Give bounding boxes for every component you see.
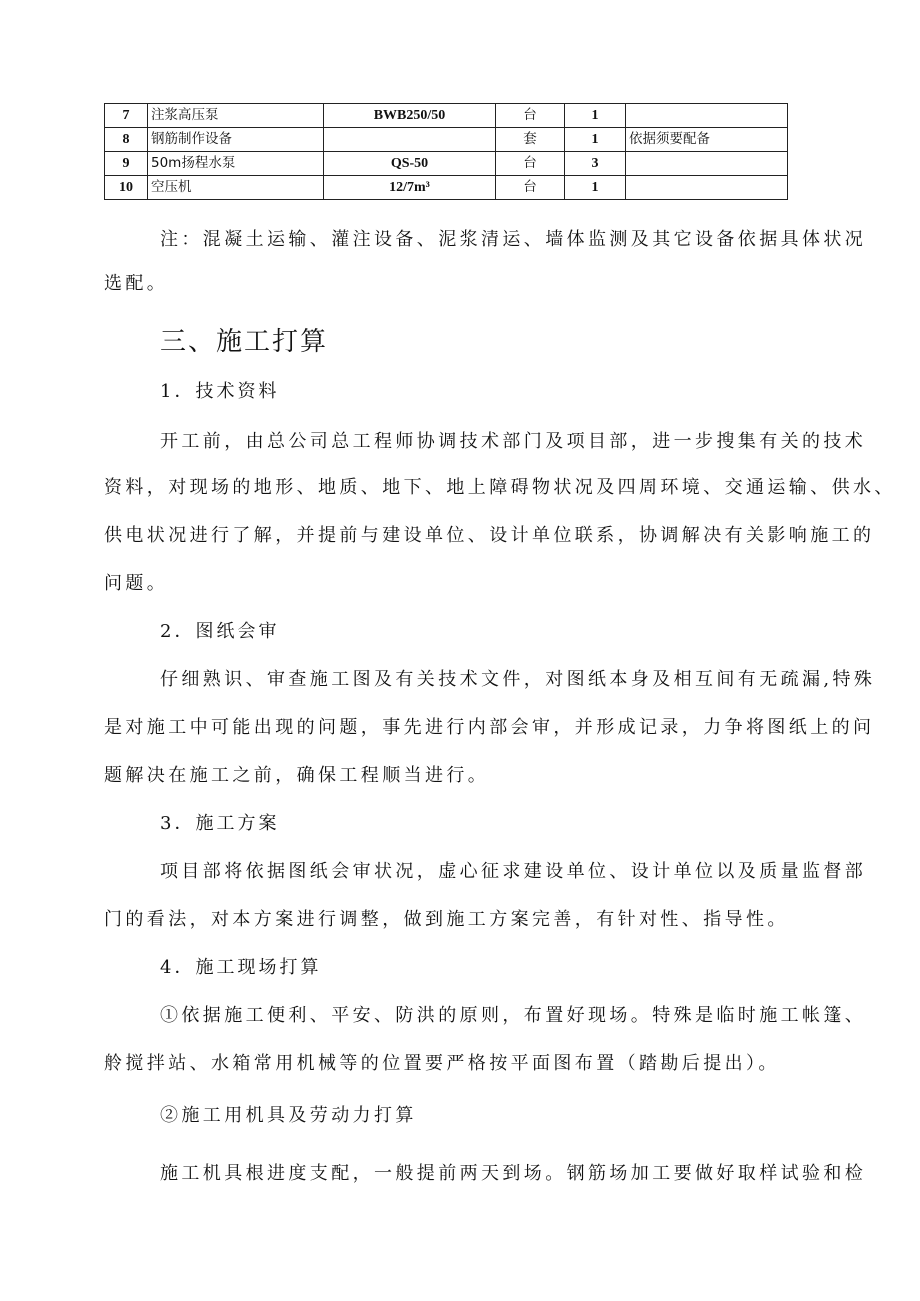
paragraph-line: 施工机具根进度支配，一般提前两天到场。钢筋场加工要做好取样试验和检 [160,1163,867,1184]
section-title: 三、施工打算 [160,327,329,357]
equipment-note: 依据须要配备 [626,128,788,152]
paragraph-line: 是对施工中可能出现的问题，事先进行内部会审，并形成记录，力争将图纸上的问 [104,717,875,738]
paragraph-line: 仔细熟识、审查施工图及有关技术文件，对图纸本身及相互间有无疏漏,特殊 [160,669,876,690]
row-number: 10 [105,176,148,200]
equipment-note [626,152,788,176]
row-number: 7 [105,104,148,128]
table-row [105,176,788,200]
paragraph-line: 问题。 [104,573,169,594]
paragraph-line: ①依据施工便利、平安、防洪的原则，布置好现场。特殊是临时施工帐篷、 [160,1005,867,1026]
subsection-title-1: 1．技术资料 [160,381,280,402]
equipment-model: QS-50 [324,152,496,176]
paragraph-line: 资料，对现场的地形、地质、地下、地上障碍物状况及四周环境、交通运输、供水、 [104,477,896,498]
equipment-unit: 台 [496,104,565,128]
table-row [105,128,788,152]
table-row [105,152,788,176]
equipment-name: 钢筋制作设备 [148,128,324,152]
equipment-quantity: 1 [565,128,626,152]
equipment-model [324,128,496,152]
equipment-name: 注浆高压泵 [148,104,324,128]
subsection-title-2: 2．图纸会审 [160,621,280,642]
note-line-1: 注：混凝土运输、灌注设备、泥浆清运、墙体监测及其它设备依据具体状况 [160,229,867,250]
equipment-table [104,103,788,200]
subsection-title-3: 3．施工方案 [160,813,280,834]
paragraph-line: 门的看法，对本方案进行调整，做到施工方案完善，有针对性、指导性。 [104,909,789,930]
equipment-quantity: 1 [565,104,626,128]
equipment-note [626,176,788,200]
item-title: ②施工用机具及劳动力打算 [160,1105,417,1126]
equipment-quantity: 1 [565,176,626,200]
paragraph-line: 供电状况进行了解，并提前与建设单位、设计单位联系，协调解决有关影响施工的 [104,525,875,546]
equipment-model: BWB250/50 [324,104,496,128]
equipment-note [626,104,788,128]
note-line-2: 选配。 [104,273,169,294]
equipment-unit: 套 [496,128,565,152]
equipment-quantity: 3 [565,152,626,176]
paragraph-line: 舲搅拌站、水箱常用机械等的位置要严格按平面图布置（踏勘后提出）。 [104,1053,780,1074]
subsection-title-4: 4．施工现场打算 [160,957,322,978]
equipment-unit: 台 [496,176,565,200]
equipment-model: 12/7m³ [324,176,496,200]
paragraph-line: 题解决在施工之前，确保工程顺当进行。 [104,765,490,786]
row-number: 8 [105,128,148,152]
equipment-name: 50m扬程水泵 [148,152,324,176]
paragraph-line: 开工前，由总公司总工程师协调技术部门及项目部，进一步搜集有关的技术 [160,431,867,452]
equipment-unit: 台 [496,152,565,176]
table-row [105,104,788,128]
row-number: 9 [105,152,148,176]
equipment-name: 空压机 [148,176,324,200]
paragraph-line: 项目部将依据图纸会审状况，虚心征求建设单位、设计单位以及质量监督部 [160,861,867,882]
